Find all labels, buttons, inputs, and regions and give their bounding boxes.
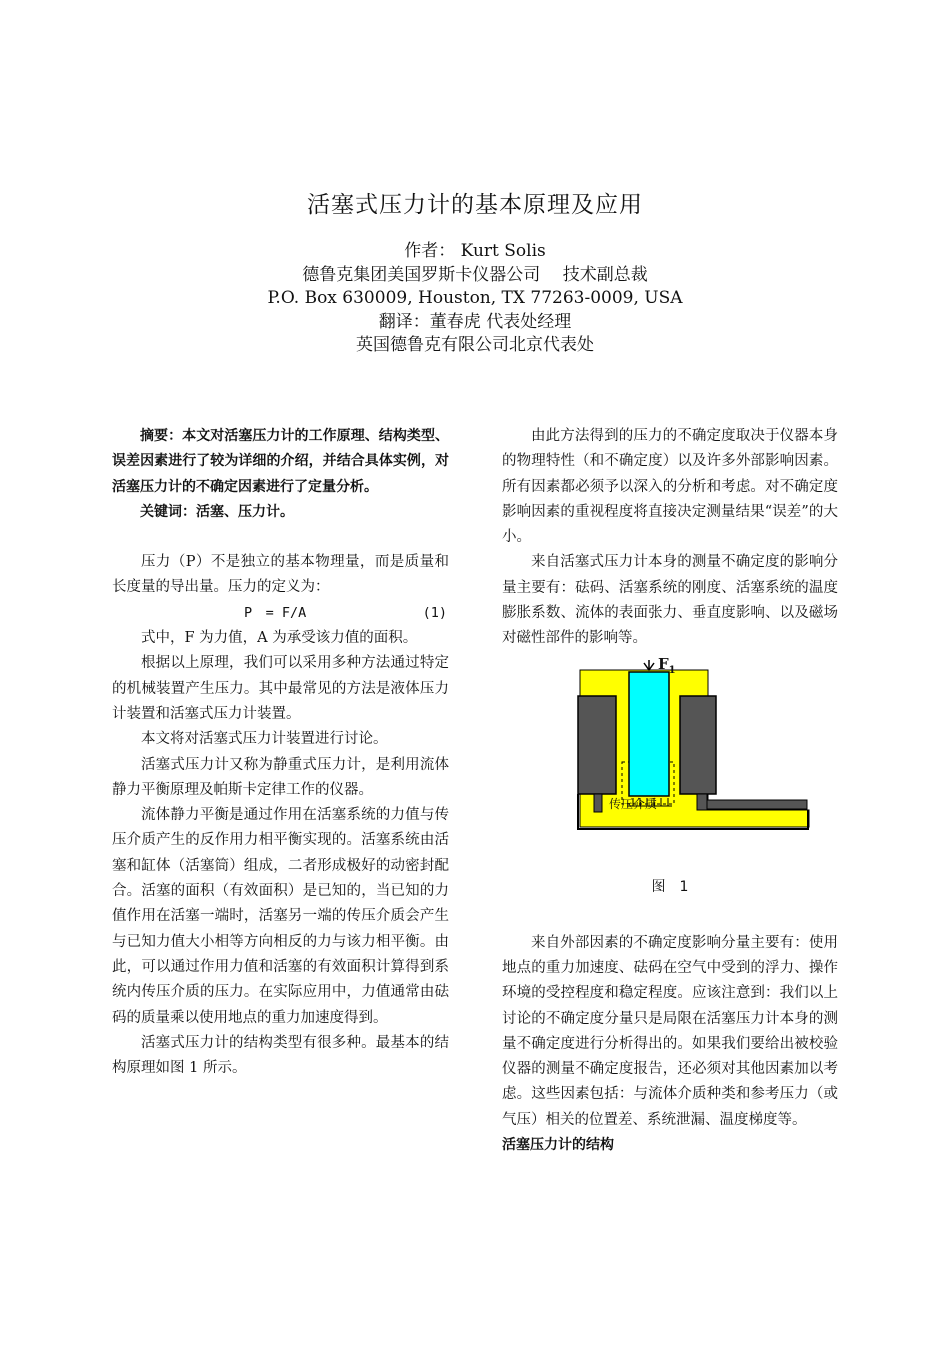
cylinder-right — [680, 696, 716, 794]
equation-number: (1) — [422, 604, 447, 621]
paragraph: 活塞式压力计又称为静重式压力计，是利用流体静力平衡原理及帕斯卡定律工作的仪器。 — [112, 756, 449, 798]
piston-diagram — [502, 660, 838, 875]
piston-gauge-figure — [502, 654, 838, 875]
force-label — [658, 652, 676, 683]
page-title: 活塞式压力计的基本原理及应用 — [307, 192, 643, 218]
paragraph: 由此方法得到的压力的不确定度取决于仪器本身的物理特性（和不确定度）以及许多外部影响因素。 所有因素都必须予以深入的分析和考虑。对不确定度影响因素的重视程度将直接决定测量结果“误差”的大小。 — [502, 428, 838, 546]
translator-line: 翻译：董春虎 代表处经理 — [378, 311, 572, 332]
force-arrow — [644, 660, 654, 670]
affiliation-line: 德鲁克集团美国罗斯卡仪器公司 技术副总裁 — [302, 264, 648, 285]
paragraph: 式中，F 为力值，A 为承受该力值的面积。 — [141, 630, 418, 647]
cylinder-left — [578, 696, 616, 794]
paragraph: 根据以上原理，我们可以采用多种方法通过特定的机械装置产生压力。其中最常见的方法是液体压力计装置和活塞式压力计装置。 — [112, 655, 449, 722]
equation — [112, 601, 449, 626]
force-label-text: F — [658, 654, 669, 673]
equation-text: P = F/A — [244, 604, 307, 621]
spacer — [112, 525, 449, 550]
paragraph: 压力（P）不是独立的基本物理量，而是质量和长度量的导出量。压力的定义为： — [112, 554, 449, 596]
paragraph: 流体静力平衡是通过作用在活塞系统的力值与传压介质产生的反作用力相平衡实现的。活塞系统由活塞和缸体（活塞筒）组成，二者形成极好的动密封配合。活塞的面积（有效面积）是已知的，当已知的力值作用在活塞一端时，活塞另一端的传压介质会产生与已知力值大小相等方向相反的力与该力相平衡。由此，可以通过作用力值和活塞的有效面积计算得到系统内传压介质的压力。在实际应用中，力值通常由砝码的质量乘以使用地点的重力加速度得到。 — [112, 807, 449, 1026]
paragraph: 本文将对活塞式压力计装置进行讨论。 — [141, 731, 388, 748]
medium-label: 传压介质 — [609, 796, 658, 811]
channel-wall-left — [594, 794, 602, 812]
translator-affiliation-line: 英国德鲁克有限公司北京代表处 — [356, 335, 594, 355]
keywords: 关键词：活塞、压力计。 — [140, 503, 294, 520]
paragraph: 来自活塞式压力计本身的测量不确定度的影响分量主要有：砝码、活塞系统的刚度、活塞系统的温度膨胀系数、流体的表面张力、垂直度影响、以及磁场对磁性部件的影响等。 — [502, 554, 838, 647]
author-block — [0, 240, 950, 358]
piston — [629, 672, 669, 796]
section-heading: 活塞压力计的结构 — [502, 1137, 614, 1154]
right-column — [502, 424, 838, 1158]
abstract: 摘要：本文对活塞压力计的工作原理、结构类型、误差因素进行了较为详细的介绍，并结合具体实例，对活塞压力计的不确定因素进行了定量分析。 — [112, 428, 449, 495]
author-line: 作者： Kurt Solis — [404, 241, 546, 261]
channel-wall-horizontal — [707, 800, 807, 809]
left-column — [112, 424, 449, 1081]
figure-caption: 图 1 — [651, 878, 689, 895]
channel-wall-right — [697, 794, 707, 810]
address-line: P.O. Box 630009, Houston, TX 77263-0009, USA — [267, 288, 683, 308]
force-label-subscript: 1 — [668, 664, 676, 676]
paragraph: 来自外部因素的不确定度影响分量主要有：使用地点的重力加速度、砝码在空气中受到的浮力、操作环境的受控程度和稳定程度。应该注意到：我们以上讨论的不确定度分量只是局限在活塞压力计本身的测量不确定度进行分析得出的。如果我们要给出被校验仪器的测量不确定度报告，还必须对其他因素加以考虑。这些因素包括：与流体介质种类和参考压力（或气压）相关的位置差、系统泄漏、温度梯度等。 — [502, 934, 838, 1128]
paragraph: 活塞式压力计的结构类型有很多种。最基本的结构原理如图 1 所示。 — [112, 1034, 449, 1077]
